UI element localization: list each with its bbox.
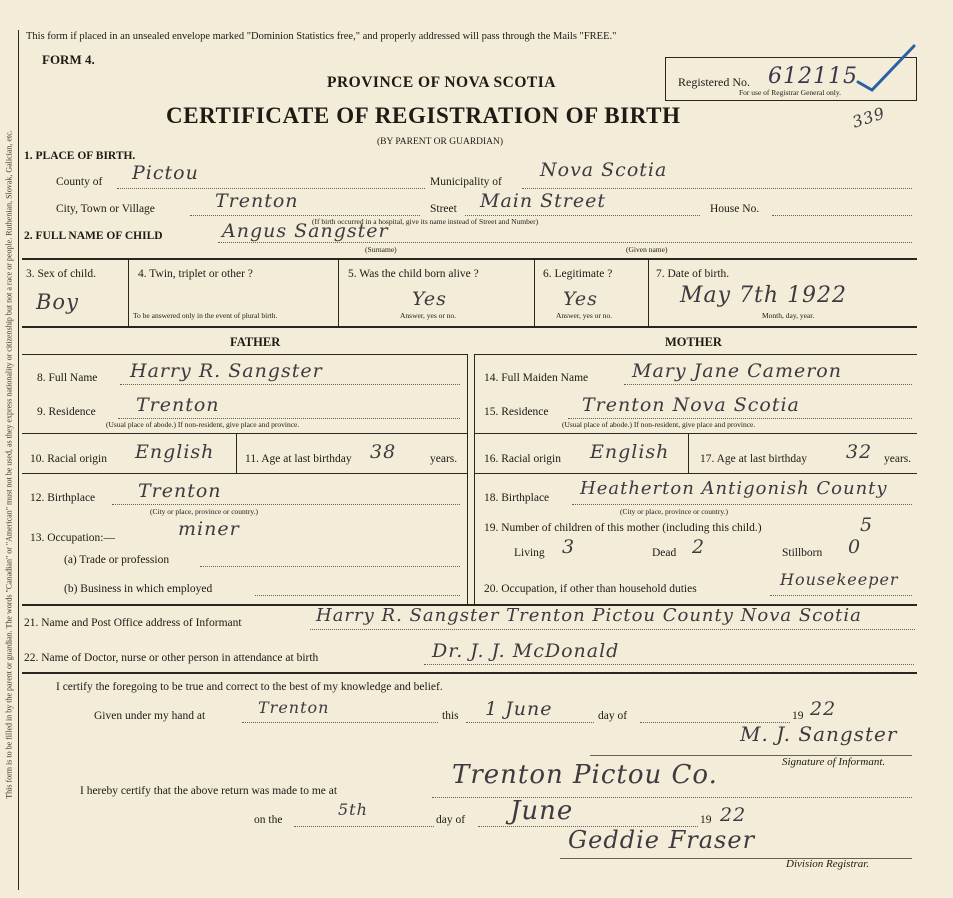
province-heading: PROVINCE OF NOVA SCOTIA — [327, 74, 556, 91]
alive-note: Answer, yes or no. — [400, 311, 457, 320]
given-place: Trenton — [258, 698, 330, 717]
father-years-label: years. — [430, 453, 458, 465]
informant-value: Harry R. Sangster Trenton Pictou County Nova Scotia — [316, 605, 862, 626]
mother-residence-value: Trenton Nova Scotia — [582, 394, 800, 416]
informant-signature: M. J. Sangster — [740, 722, 898, 746]
father-business-label: (b) Business in which employed — [64, 583, 213, 595]
registered-label: Registered No. — [678, 75, 750, 89]
county-value: Pictou — [132, 162, 199, 184]
twin-label: 4. Twin, triplet or other ? — [138, 268, 253, 280]
birth-date-label: 7. Date of birth. — [656, 268, 730, 280]
father-age-value: 38 — [370, 441, 397, 463]
registrar-year: 22 — [720, 804, 747, 826]
mother-living-value: 3 — [562, 536, 576, 558]
mother-residence-note: (Usual place of abode.) If non-resident, give place and province. — [562, 420, 756, 429]
mother-name-label: 14. Full Maiden Name — [484, 372, 589, 384]
registrar-place: Trenton Pictou Co. — [452, 760, 718, 790]
mother-racial-label: 16. Racial origin — [484, 453, 561, 465]
registrar-day: 5th — [338, 800, 368, 819]
given-label: Given under my hand at — [94, 710, 206, 722]
father-racial-value: English — [135, 441, 215, 463]
mother-living-label: Living — [514, 547, 545, 559]
father-birthplace-label: 12. Birthplace — [30, 492, 96, 504]
mother-years-label: years. — [884, 453, 912, 465]
mother-children-label: 19. Number of children of this mother (including this child.) — [484, 522, 762, 534]
father-age-label: 11. Age at last birthday — [245, 453, 352, 465]
division-registrar-label: Division Registrar. — [786, 858, 870, 870]
child-name-value: Angus Sangster — [222, 220, 389, 242]
year-prefix: 19 — [792, 710, 804, 722]
birth-date-note: Month, day, year. — [762, 311, 815, 320]
alive-label: 5. Was the child born alive ? — [348, 268, 479, 280]
father-birthplace-note: (City or place, province or country.) — [150, 507, 259, 516]
informant-signature-label: Signature of Informant. — [782, 756, 886, 768]
legitimate-value: Yes — [563, 288, 598, 310]
mail-notice: This form if placed in an unsealed envelope marked "Dominion Statistics free," and properly addressed will pass through the Mails "FREE." — [26, 31, 617, 42]
registrar-signature: Geddie Fraser — [568, 826, 756, 854]
house-label: House No. — [710, 203, 760, 215]
place-of-birth-heading: 1. PLACE OF BIRTH. — [24, 150, 136, 162]
corner-mark: 339 — [849, 103, 888, 132]
given-day: 1 June — [485, 698, 553, 720]
street-value: Main Street — [480, 190, 606, 212]
given-year: 22 — [810, 698, 837, 720]
father-racial-label: 10. Racial origin — [30, 453, 107, 465]
mother-occupation-value: Housekeeper — [780, 570, 899, 589]
sex-label: 3. Sex of child. — [26, 268, 96, 280]
this-label: this — [442, 710, 459, 722]
father-residence-label: 9. Residence — [37, 406, 96, 418]
blue-check-icon — [850, 40, 920, 100]
sex-value: Boy — [36, 290, 79, 314]
legitimate-label: 6. Legitimate ? — [543, 268, 613, 280]
municipality-label: Municipality of — [430, 176, 502, 188]
father-residence-value: Trenton — [136, 394, 220, 416]
day-of-label: day of — [598, 710, 628, 722]
mother-dead-value: 2 — [692, 536, 706, 558]
registrar-use-note: For use of Registrar General only. — [739, 88, 841, 97]
registrar-day-of-label: day of — [436, 814, 466, 826]
on-the-label: on the — [254, 814, 283, 826]
city-value: Trenton — [215, 190, 299, 212]
certificate-subtitle: (BY PARENT OR GUARDIAN) — [377, 137, 504, 147]
certificate-title: CERTIFICATE OF REGISTRATION OF BIRTH — [166, 103, 681, 128]
mother-children-value: 5 — [860, 514, 874, 536]
father-trade-label: (a) Trade or profession — [64, 554, 170, 566]
county-label: County of — [56, 176, 103, 188]
registrar-year-prefix: 19 — [700, 814, 712, 826]
mother-birthplace-note: (City or place, province or country.) — [620, 507, 729, 516]
registered-number: 612115 — [768, 64, 858, 89]
father-residence-note: (Usual place of abode.) If non-resident, give place and province. — [106, 420, 300, 429]
mother-dead-label: Dead — [652, 547, 677, 559]
father-occupation-label: 13. Occupation:— — [30, 532, 115, 544]
given-name-note: (Given name) — [626, 245, 668, 254]
mother-age-value: 32 — [846, 441, 873, 463]
legitimate-note: Answer, yes or no. — [556, 311, 613, 320]
alive-value: Yes — [412, 288, 447, 310]
registrar-month: June — [510, 796, 574, 826]
doctor-label: 22. Name of Doctor, nurse or other person in attendance at birth — [24, 652, 319, 664]
mother-name-value: Mary Jane Cameron — [632, 360, 842, 382]
father-name-label: 8. Full Name — [37, 372, 98, 384]
registrar-text: I hereby certify that the above return was made to me at — [80, 785, 338, 797]
child-name-label: 2. FULL NAME OF CHILD — [24, 230, 163, 242]
side-margin-text: This form is to be filled in by the parent or guardian. The words "Canadian" or "American" must not be used, as they express nationality or citizenship but not a race or people. Ruthenian, Slovak, Galician, etc. — [4, 130, 14, 799]
hospital-note: (If birth occurred in a hospital, give its name instead of Street and Number) — [312, 217, 539, 226]
street-label: Street — [430, 203, 457, 215]
mother-residence-label: 15. Residence — [484, 406, 549, 418]
mother-occupation-label: 20. Occupation, if other than household duties — [484, 583, 697, 595]
mother-age-label: 17. Age at last birthday — [700, 453, 807, 465]
mother-stillborn-label: Stillborn — [782, 547, 823, 559]
informant-label: 21. Name and Post Office address of Informant — [24, 617, 242, 629]
mother-heading: MOTHER — [665, 335, 722, 349]
municipality-value: Nova Scotia — [540, 159, 668, 181]
father-name-value: Harry R. Sangster — [130, 360, 323, 382]
doctor-value: Dr. J. J. McDonald — [432, 640, 620, 662]
mother-racial-value: English — [590, 441, 670, 463]
form-number: FORM 4. — [42, 52, 95, 67]
birth-date-value: May 7th 1922 — [680, 283, 848, 308]
father-birthplace-value: Trenton — [138, 480, 222, 502]
certify-text: I certify the foregoing to be true and correct to the best of my knowledge and belief. — [56, 681, 443, 693]
father-occupation-value: miner — [178, 518, 240, 540]
mother-birthplace-label: 18. Birthplace — [484, 492, 550, 504]
surname-note: (Surname) — [365, 245, 397, 254]
city-label: City, Town or Village — [56, 203, 155, 215]
father-heading: FATHER — [230, 335, 281, 349]
twin-note: To be answered only in the event of plural birth. — [133, 311, 278, 320]
mother-birthplace-value: Heatherton Antigonish County — [580, 478, 888, 499]
mother-stillborn-value: 0 — [848, 536, 862, 558]
